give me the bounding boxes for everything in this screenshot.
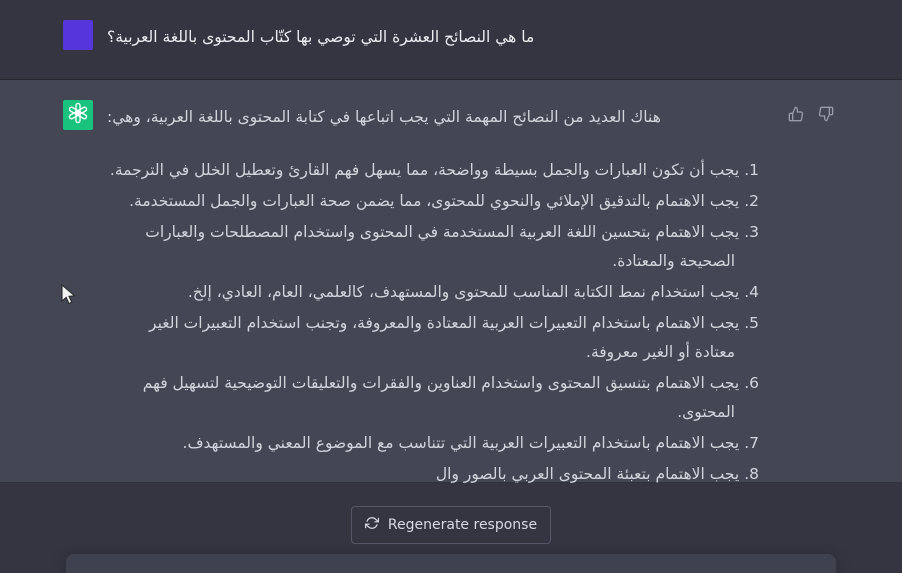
list-item-text: يجب الاهتمام باستخدام التعبيرات العربية المعتادة والمعروفة، وتجنب استخدام التعبيرات الغير معتادة أو الغير معروفة. xyxy=(149,314,740,361)
list-item-number: 5. xyxy=(744,314,759,332)
list-item-text: يجب الاهتمام باستخدام التعبيرات العربية التي تتناسب مع الموضوع المعني والمستهدف. xyxy=(182,434,740,452)
list-item-text: يجب استخدام نمط الكتابة المناسب للمحتوى والمستهدف، كالعلمي، العام، العادي، إلخ. xyxy=(187,283,740,301)
regenerate-icon xyxy=(365,516,379,534)
user-message-row xyxy=(0,0,902,80)
list-item xyxy=(107,156,759,185)
list-item xyxy=(107,218,759,276)
list-item-number: 2. xyxy=(744,192,759,210)
user-message-text: ما هي النصائح العشرة التي توصي بها كتّاب المحتوى باللغة العربية؟ xyxy=(107,28,535,46)
thumbs-up-button[interactable] xyxy=(786,105,806,125)
list-item-number: 7. xyxy=(744,434,759,452)
assistant-avatar xyxy=(63,100,93,130)
list-item-text: يجب أن تكون العبارات والجمل بسيطة وواضحة، مما يسهل فهم القارئ وتعطيل الخلل في الترجمة. xyxy=(109,161,740,179)
list-item-number: 4. xyxy=(744,283,759,301)
openai-logo-icon xyxy=(67,102,89,128)
assistant-message-row xyxy=(0,80,902,483)
list-item-text: يجب الاهتمام بتنسيق المحتوى واستخدام العناوين والفقرات والتعليقات التوضيحية لتسهيل فهم المحتوى. xyxy=(142,374,740,421)
list-item-number: 8. xyxy=(744,465,759,483)
thumbs-down-icon xyxy=(818,106,834,125)
regenerate-label: Regenerate response xyxy=(387,517,538,533)
list-item-text: يجب الاهتمام بتحسين اللغة العربية المستخدمة في المحتوى واستخدام المصطلحات والعبارات الصحيحة والمعتادة. xyxy=(145,223,740,270)
thumbs-down-button[interactable] xyxy=(816,105,836,125)
tips-ordered-list xyxy=(107,156,759,489)
prompt-input[interactable] xyxy=(66,554,836,573)
list-item xyxy=(107,429,759,458)
list-item-text: يجب الاهتمام بتعبئة المحتوى العربي بالصور وال xyxy=(435,465,740,483)
composer-area xyxy=(0,483,902,573)
user-avatar xyxy=(63,20,93,50)
list-item xyxy=(107,278,759,307)
assistant-intro-text: هناك العديد من النصائح المهمة التي يجب اتباعها في كتابة المحتوى باللغة العربية، وهي: xyxy=(107,108,661,126)
list-item xyxy=(107,369,759,427)
list-item-number: 6. xyxy=(744,374,759,392)
thumbs-up-icon xyxy=(788,106,804,125)
list-item-number: 1. xyxy=(744,161,759,179)
list-item xyxy=(107,187,759,216)
list-item-text: يجب الاهتمام بالتدقيق الإملائي والنحوي للمحتوى، مما يضمن صحة العبارات والجمل المستخدمة. xyxy=(129,192,740,210)
list-item xyxy=(107,309,759,367)
regenerate-response-button[interactable] xyxy=(351,506,551,544)
feedback-buttons xyxy=(786,105,836,125)
list-item-number: 3. xyxy=(744,223,759,241)
